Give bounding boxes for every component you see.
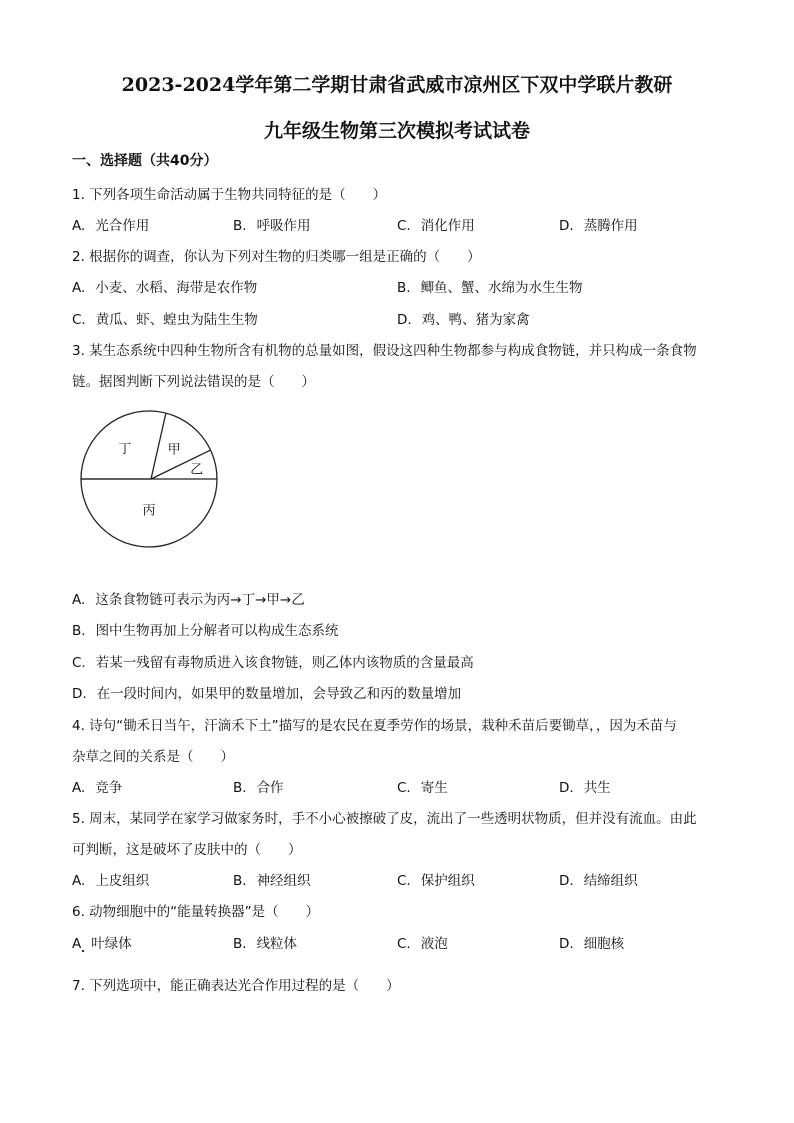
- option-text: 消化作用: [420, 218, 475, 234]
- q1-option-b[interactable]: [233, 214, 311, 234]
- question-3-stem-line2: 链。据图判断下列说法错误的是（ ）: [72, 374, 315, 390]
- section-heading: 一、选择题（共40分）: [72, 153, 218, 169]
- q2-option-d[interactable]: [397, 308, 530, 328]
- option-text: 叶绿体: [91, 936, 132, 952]
- option-key: B.: [233, 218, 247, 234]
- question-2-stem: 2. 根据你的调查，你认为下列对生物的归类哪一组是正确的（ ）: [72, 249, 481, 265]
- option-key: D.: [72, 686, 87, 702]
- q3-option-d[interactable]: [72, 682, 461, 702]
- option-text: 结缔组织: [583, 873, 638, 889]
- option-key: A.: [72, 780, 86, 796]
- option-text: 线粒体: [256, 936, 298, 952]
- option-key: A.: [72, 873, 86, 889]
- option-key: C.: [72, 655, 86, 671]
- option-text: 保护组织: [420, 873, 475, 889]
- option-text: 小麦、水稻、海带是农作物: [95, 280, 258, 296]
- q1-option-a[interactable]: [72, 214, 149, 234]
- exam-title-line2: 九年级生物第三次模拟考试试卷: [263, 120, 530, 142]
- option-key: B.: [233, 936, 247, 952]
- option-text: 寄生: [420, 780, 448, 796]
- question-1-stem: 1. 下列各项生命活动属于生物共同特征的是（ ）: [72, 187, 387, 203]
- question-4-stem-line2: 杂草之间的关系是（ ）: [72, 749, 234, 765]
- pie-slice-label: 丙: [142, 503, 156, 519]
- option-text: 呼吸作用: [256, 218, 311, 234]
- option-key: C.: [72, 312, 86, 328]
- q5-option-a[interactable]: [72, 869, 149, 889]
- stray-dot: [82, 950, 84, 952]
- question-3-stem-line1: 3. 某生态系统中四种生物所含有机物的总量如图，假设这四种生物都参与构成食物链，并只构成一条食物: [72, 343, 697, 359]
- option-key: A.: [72, 280, 86, 296]
- option-key: B.: [397, 280, 411, 296]
- option-key: C.: [397, 780, 411, 796]
- option-key: A: [72, 936, 82, 952]
- pie-slice-label: 乙: [190, 462, 204, 478]
- option-text: 细胞核: [583, 936, 625, 952]
- option-key: D.: [397, 312, 412, 328]
- option-text: 蒸腾作用: [583, 218, 638, 234]
- q4-option-c[interactable]: [397, 776, 448, 796]
- organic-matter-pie-chart: [78, 408, 220, 550]
- pie-slice-label: 丁: [118, 441, 132, 457]
- q5-option-d[interactable]: [559, 869, 638, 889]
- option-key: B.: [233, 780, 247, 796]
- q4-option-a[interactable]: [72, 776, 122, 796]
- q6-option-d[interactable]: [559, 932, 624, 952]
- q2-option-a[interactable]: [72, 276, 257, 296]
- option-key: D.: [559, 936, 574, 952]
- option-key: C.: [397, 873, 411, 889]
- option-key: C.: [397, 218, 411, 234]
- option-text: 这条食物链可表示为丙→丁→甲→乙: [95, 592, 305, 608]
- q3-option-b[interactable]: [72, 619, 339, 639]
- option-key: D.: [559, 780, 574, 796]
- option-text: 上皮组织: [95, 873, 150, 889]
- pie-slice-boundary: [151, 413, 166, 479]
- option-key: D.: [559, 873, 574, 889]
- option-key: D.: [559, 218, 574, 234]
- option-text: 竞争: [95, 780, 123, 796]
- q3-option-c[interactable]: [72, 651, 474, 671]
- question-5-stem-line2: 可判断，这是破坏了皮肤中的（ ）: [72, 842, 302, 858]
- question-4-stem-line1: 4. 诗句“锄禾日当午，汗滴禾下土”描写的是农民在夏季劳作的场景，栽种禾苗后要锄草，，因为禾苗与: [72, 718, 677, 734]
- option-text: 鲫鱼、蟹、水绵为水生生物: [420, 280, 583, 296]
- option-key: A.: [72, 592, 86, 608]
- q2-option-b[interactable]: [397, 276, 583, 296]
- option-text: 光合作用: [95, 218, 150, 234]
- option-key: A.: [72, 218, 86, 234]
- exam-title-line1: 2023-2024学年第二学期甘肃省武威市凉州区下双中学联片教研: [121, 74, 673, 96]
- q5-option-b[interactable]: [233, 869, 311, 889]
- option-text: 神经组织: [256, 873, 311, 889]
- question-7-stem: 7. 下列选项中，能正确表达光合作用过程的是（ ）: [72, 978, 400, 994]
- option-text: 鸡、鸭、猪为家禽: [421, 312, 530, 328]
- q4-option-d[interactable]: [559, 776, 611, 796]
- q4-option-b[interactable]: [233, 776, 284, 796]
- q5-option-c[interactable]: [397, 869, 475, 889]
- option-text: 共生: [583, 780, 611, 796]
- pie-slice-label: 甲: [167, 442, 181, 458]
- option-text: 液泡: [420, 936, 448, 952]
- option-key: B.: [233, 873, 247, 889]
- q6-option-c[interactable]: [397, 932, 448, 952]
- question-6-stem: 6. 动物细胞中的“能量转换器”是（ ）: [72, 904, 320, 920]
- option-key: B.: [72, 623, 86, 639]
- q1-option-d[interactable]: [559, 214, 638, 234]
- q6-option-a[interactable]: [72, 932, 132, 952]
- q2-option-c[interactable]: [72, 308, 258, 328]
- option-key: C.: [397, 936, 411, 952]
- q1-option-c[interactable]: [397, 214, 475, 234]
- question-5-stem-line1: 5. 周末，某同学在家学习做家务时，手不小心被擦破了皮，流出了一些透明状物质，但并没有流血。由此: [72, 811, 697, 827]
- q6-option-b[interactable]: [233, 932, 297, 952]
- option-text: 黄瓜、虾、蝗虫为陆生生物: [95, 312, 258, 328]
- option-text: 图中生物再加上分解者可以构成生态系统: [95, 623, 339, 639]
- option-text: 若某一残留有毒物质进入该食物链，则乙体内该物质的含量最高: [95, 655, 474, 671]
- q3-option-a[interactable]: [72, 588, 305, 608]
- option-text: 在一段时间内，如果甲的数量增加，会导致乙和丙的数量增加: [96, 686, 462, 702]
- option-text: 合作: [256, 780, 284, 796]
